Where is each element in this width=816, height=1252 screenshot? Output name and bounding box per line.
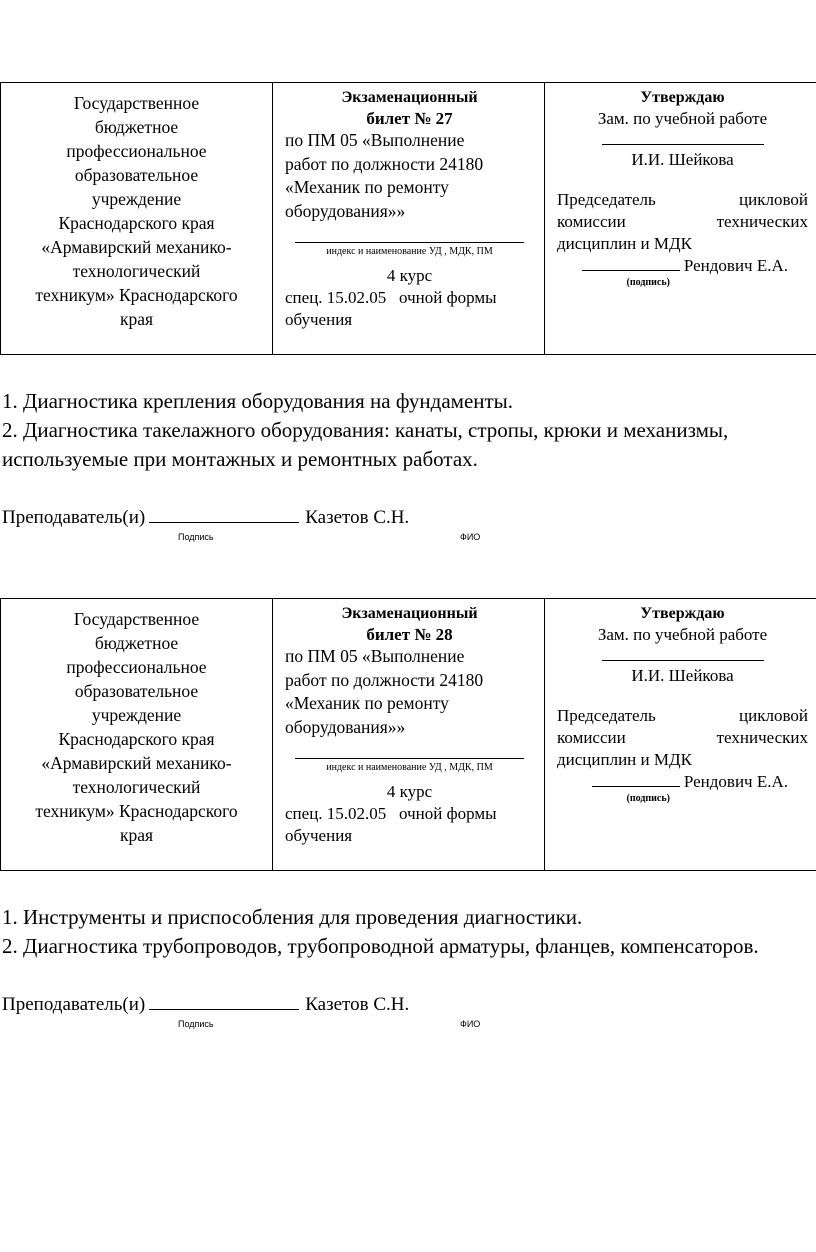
approval-cell: [545, 599, 816, 871]
chair-signature: [557, 771, 808, 793]
deputy-signature-line: [602, 130, 764, 145]
question-item: 1. Инструменты и приспособления для проведения диагностики.: [2, 905, 583, 929]
spec-line: обучения: [285, 310, 353, 329]
ticket-number: билет № 28: [366, 625, 453, 644]
approval-cell: [545, 83, 816, 355]
teacher-label: Преподаватель(и): [2, 507, 146, 528]
chair-line: дисциплин и МДК: [557, 750, 692, 769]
deputy-title: Зам. по учебной работе: [597, 625, 768, 644]
module-line: «Механик по ремонту: [285, 177, 449, 197]
index-underline: [295, 242, 524, 243]
caption-fio: ФИО: [460, 1019, 481, 1029]
module-line: «Механик по ремонту: [285, 693, 449, 713]
module-line: работ по должности 24180: [285, 669, 484, 690]
chair-line: дисциплин и МДК: [557, 234, 692, 253]
ticket-title-cell: [273, 83, 545, 355]
org-cell: [1, 599, 273, 871]
spec-line: спец. 15.02.05 очной формы: [285, 804, 497, 823]
teacher-signature-line: [149, 504, 299, 523]
questions-list: [0, 903, 816, 961]
chair-line: Председатель цикловой: [557, 190, 808, 209]
org-name: Государственное бюджетное профессиональное образовательное учреждение Краснодарского края «Армавирский механико- технологический техникум» Краснодарского края: [35, 609, 238, 845]
ticket-title: Экзаменационный: [341, 89, 478, 106]
index-caption: индекс и наименование УД , МДК, ПМ: [326, 762, 493, 773]
caption-signature: Подпись: [178, 532, 214, 542]
ticket-header-table: [0, 598, 816, 871]
module-line: работ по должности 24180: [285, 153, 484, 174]
index-underline: [295, 758, 524, 759]
ticket-title-cell: [273, 599, 545, 871]
index-caption: индекс и наименование УД , МДК, ПМ: [326, 246, 493, 257]
module-line: по ПМ 05 «Выполнение: [285, 646, 465, 666]
chair-name: Рендович Е.А.: [683, 256, 788, 275]
teacher-signature-row: [0, 991, 816, 1017]
teacher-signature-line: [149, 991, 299, 1010]
module-line: оборудования»»: [285, 716, 406, 737]
ticket-number: билет № 27: [366, 109, 453, 128]
module-line: оборудования»»: [285, 200, 406, 221]
approve-label: Утверждаю: [640, 605, 725, 622]
ticket-header-table: [0, 82, 816, 355]
exam-ticket-28: [0, 598, 816, 1031]
course: 4 курс: [386, 266, 433, 285]
deputy-name: И.И. Шейкова: [631, 666, 734, 685]
chair-signature: [557, 255, 808, 277]
module-line: по ПМ 05 «Выполнение: [285, 130, 465, 150]
signature-caption: (подпись): [626, 793, 670, 804]
org-name: Государственное бюджетное профессиональное образовательное учреждение Краснодарского края «Армавирский механико- технологический техникум» Краснодарского края: [35, 93, 238, 329]
chair-line: комиссии технических: [557, 212, 808, 231]
teacher-name: Казетов С.Н.: [305, 994, 410, 1015]
question-item: 2. Диагностика такелажного оборудования: канаты, стропы, крюки и механизмы, используемые при монтажных и ремонтных работах.: [2, 418, 729, 471]
chair-name: Рендович Е.А.: [683, 772, 788, 791]
ticket-title: Экзаменационный: [341, 605, 478, 622]
deputy-title: Зам. по учебной работе: [597, 109, 768, 128]
deputy-signature-line: [602, 646, 764, 661]
teacher-captions: [0, 530, 816, 544]
teacher-signature-row: [0, 504, 816, 530]
chair-line: Председатель цикловой: [557, 706, 808, 725]
question-item: 1. Диагностика крепления оборудования на фундаменты.: [2, 389, 514, 413]
teacher-name: Казетов С.Н.: [305, 507, 410, 528]
spec-line: обучения: [285, 826, 353, 845]
teacher-label: Преподаватель(и): [2, 994, 146, 1015]
org-cell: [1, 83, 273, 355]
signature-caption: (подпись): [626, 277, 670, 288]
course: 4 курс: [386, 782, 433, 801]
chair-line: комиссии технических: [557, 728, 808, 747]
questions-list: [0, 387, 816, 474]
caption-signature: Подпись: [178, 1019, 214, 1029]
spec-line: спец. 15.02.05 очной формы: [285, 288, 497, 307]
approve-label: Утверждаю: [640, 89, 725, 106]
exam-ticket-27: [0, 82, 816, 544]
question-item: 2. Диагностика трубопроводов, трубопроводной арматуры, фланцев, компенсаторов.: [2, 934, 759, 958]
teacher-captions: [0, 1017, 816, 1031]
deputy-name: И.И. Шейкова: [631, 150, 734, 169]
caption-fio: ФИО: [460, 532, 481, 542]
